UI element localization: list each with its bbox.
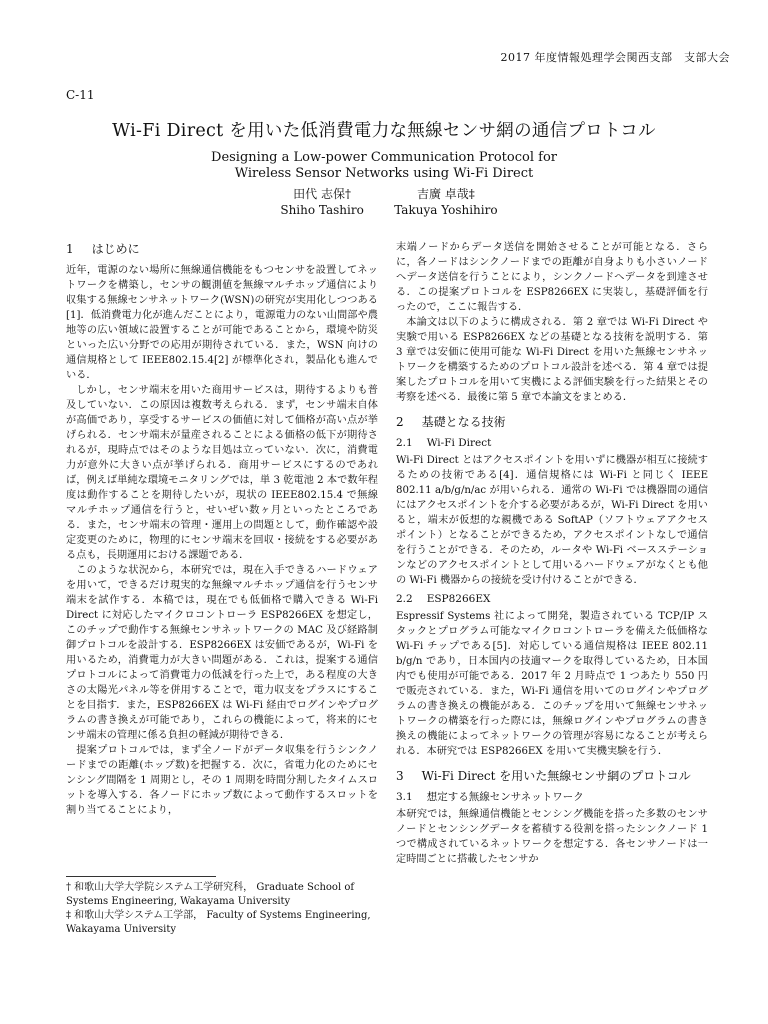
authors-japanese bbox=[0, 186, 768, 202]
subsection-title: ESP8266EX bbox=[426, 593, 491, 605]
footnote-2: ‡ 和歌山大学システム工学部， Faculty of Systems Engineering, Wakayama University bbox=[66, 910, 371, 935]
subsection-number: 2.1 bbox=[396, 437, 413, 449]
paragraph: 本論文は以下のように構成される．第 2 章では Wi-Fi Direct や実験で用いる ESP8266EX などの基礎となる技術を説明する．第 3 章では安価に使用可能な Wi-Fi Direct を用いた無線センサネットワークを構築するためのプロトコル設計を述べる．第 4 章では提案したプロトコルを用いて実機による評価実験を行った結果とその考察を述べる．最後に第 5 章で本論文をまとめる． bbox=[396, 317, 708, 403]
section-2-heading bbox=[396, 415, 708, 430]
footnote-rule bbox=[66, 876, 216, 877]
title-english-line1: Designing a Low-power Communication Protocol for bbox=[211, 150, 557, 165]
footnotes bbox=[66, 876, 378, 937]
section-title: Wi-Fi Direct を用いた無線センサ網のプロトコル bbox=[421, 769, 691, 783]
footnote-1: † 和歌山大学大学院システム工学研究科， Graduate School of Systems Engineering, Wakayama University bbox=[66, 882, 355, 907]
paragraph: Wi-Fi Direct とはアクセスポイントを用いずに機器が相互に接続するための技術である[4]．通信規格には Wi-Fi と同じく IEEE 802.11 a/b/g/n/ac が用いられる．通常の Wi-Fi では機器間の通信にはアクセスポイントを介する必要があるが，Wi-Fi Direct を用いると，端末が仮想的な親機である SoftAP（ソフトウェアアクセスポイント）となることができるため，アクセスポイントなしで通信を行うことができる．そのため，ルータや Wi-Fi ベースステーションなどのアクセスポイントとして用いるハードウェアがなくとも他の Wi-Fi 機器からの接続を受け付けることができる． bbox=[396, 455, 708, 586]
subsection-number: 2.2 bbox=[396, 593, 413, 605]
title-japanese: Wi-Fi Direct を用いた低消費電力な無線センサ網の通信プロトコル bbox=[112, 121, 656, 141]
section-number: 3 bbox=[396, 769, 404, 783]
paragraph: 本研究では，無線通信機能とセンシング機能を搭った多数のセンサノードとセンシングデータを蓄積する役割を搭ったシンクノード 1 つで構成されているネットワークを想定する．各センサノードは一定時間ごとに搭載したセンサか bbox=[396, 809, 708, 865]
section-number: 1 bbox=[66, 242, 74, 256]
title-english bbox=[0, 150, 768, 182]
subsection-3-1-heading bbox=[396, 790, 708, 805]
author-1-en: Shiho Tashiro bbox=[280, 203, 364, 217]
paragraph: このような状況から，本研究では，現在入手できるハードウェアを用いて，できるだけ現実的な無線マルチホップ通信を行うセンサ端末を試作する．本稿では，現在でも低価格で購入できる Wi-Fi Direct に対応したマイクロコントローラ ESP8266EX を想定し，このチップで動作する無線センサネットワークの MAC 及び経路制御プロトコルを設計する．ESP8266EX は安価であるが，Wi-Fi を用いるため，消費電力が大きい問題がある．これは，提案する通信プロトコルによって消費電力の低減を行った上で，ある程度の大きさの太陽光パネル等を併用することで，電力収支をプラスにすることを目指す．また，ESP8266EX は Wi-Fi 経由でログインやプログラムの書き換えが可能であり，これらの機能によって，将来的にセンサ端末の管理に係る負担の軽減が期待できる． bbox=[66, 565, 378, 741]
section-number: 2 bbox=[396, 415, 404, 429]
paragraph: 近年，電源のない場所に無線通信機能をもつセンサを設置してネットワークを構築し，センサの観測値を無線マルチホップ通信により収集する無線センサネットワーク(WSN)の研究が実用化しつつある[1]．低消費電力化が進んだことにより，電源電力のない山間部や農地等の広い領域に設置することが可能であることから，環境や防災といった広い分野での応用が期待されている．また，WSN 向けの通信規格として IEEE802.15.4[2] が標準化され，製品化も進んでいる． bbox=[66, 265, 378, 381]
authors bbox=[0, 186, 768, 218]
authors-english bbox=[0, 202, 768, 218]
subsection-2-2-heading bbox=[396, 592, 708, 607]
paragraph: Espressif Systems 社によって開発，製造されている TCP/IP スタックとプログラム可能なマイクロコントローラを備えた低価格な Wi-Fi チップである[5]．対応している通信規格は IEEE 802.11 b/g/n であり，日本国内の技適マークを取得しているため，日本国内でも使用が可能である．2017 年 2 月時点で 1 つあたり 550 円で販売されている．また，Wi-Fi 通信を用いてのログインやプログラムの書き換えの機能がある．このチップを用いて無線センサネットワークの構築を行った際には，無線ログインやプログラムの書き換えの機能によってネットワークの管理が容易になることが考えられる．本研究では ESP8266EX を用いて実機実験を行う． bbox=[396, 611, 708, 757]
paragraph: 末端ノードからデータ送信を開始させることが可能となる．さらに，各ノードはシンクノードまでの距離が自身よりも小さいノードへデータ送信を行うことにより，シンクノードへデータを到達させる．この提案プロトコルを ESP8266EX に実装し，基礎評価を行ったので，ここに報告する． bbox=[396, 242, 708, 313]
subsection-title: Wi-Fi Direct bbox=[426, 437, 492, 449]
author-2-en: Takuya Yoshihiro bbox=[394, 203, 498, 217]
title-english-line2: Wireless Sensor Networks using Wi-Fi Direct bbox=[234, 166, 534, 181]
section-title: 基礎となる技術 bbox=[421, 415, 506, 429]
right-column bbox=[396, 240, 708, 867]
conference-name: 2017 年度情報処理学会関西支部 支部大会 bbox=[500, 51, 730, 64]
paper-code: C-11 bbox=[66, 88, 95, 102]
author-1-ja: 田代 志保† bbox=[293, 187, 351, 201]
paragraph: 提案プロトコルでは，まず全ノードがデータ収集を行うシンクノードまでの距離(ホップ数)を把握する．次に，省電力化のためにセンシング間隔を 1 周期とし，その 1 周期を時間分割したタイムスロットを導入する．各ノードにホップ数によって動作するスロットを割り当てることにより， bbox=[66, 745, 378, 816]
section-1-heading bbox=[66, 242, 378, 257]
paragraph: しかし，センサ端末を用いた商用サービスは，期待するよりも普及していない．この原因は複数考えられる．まず，センサ端末自体が高価であり，享受するサービスの価値に対して価格が高い点が挙げられる．センサ端末が量産されることによる価格の低下が期待されるが，現時点ではそのような目処は立っていない．次に，消費電力が意外に大きい点が挙げられる．商用サービスにするのであれば，例えば単純な環境モニタリングでは，単 3 乾電池 2 本で数年程度は動作することを期待したいが，現状の IEEE802.15.4 で無線マルチホップ通信を行うと，せいぜい数ヶ月といったところである．また，センサ端末の管理・運用上の問題として，動作確認や設定変更のために，物理的にセンサ端末を回収・接続をする必要がある点も，長期運用における課題である． bbox=[66, 385, 378, 561]
subsection-2-1-heading bbox=[396, 436, 708, 451]
author-2-ja: 吉廣 卓哉‡ bbox=[416, 187, 475, 201]
section-title: はじめに bbox=[91, 242, 140, 256]
subsection-number: 3.1 bbox=[396, 791, 413, 803]
subsection-title: 想定する無線センサネットワーク bbox=[426, 791, 584, 803]
left-column bbox=[66, 240, 378, 818]
section-3-heading bbox=[396, 769, 708, 784]
